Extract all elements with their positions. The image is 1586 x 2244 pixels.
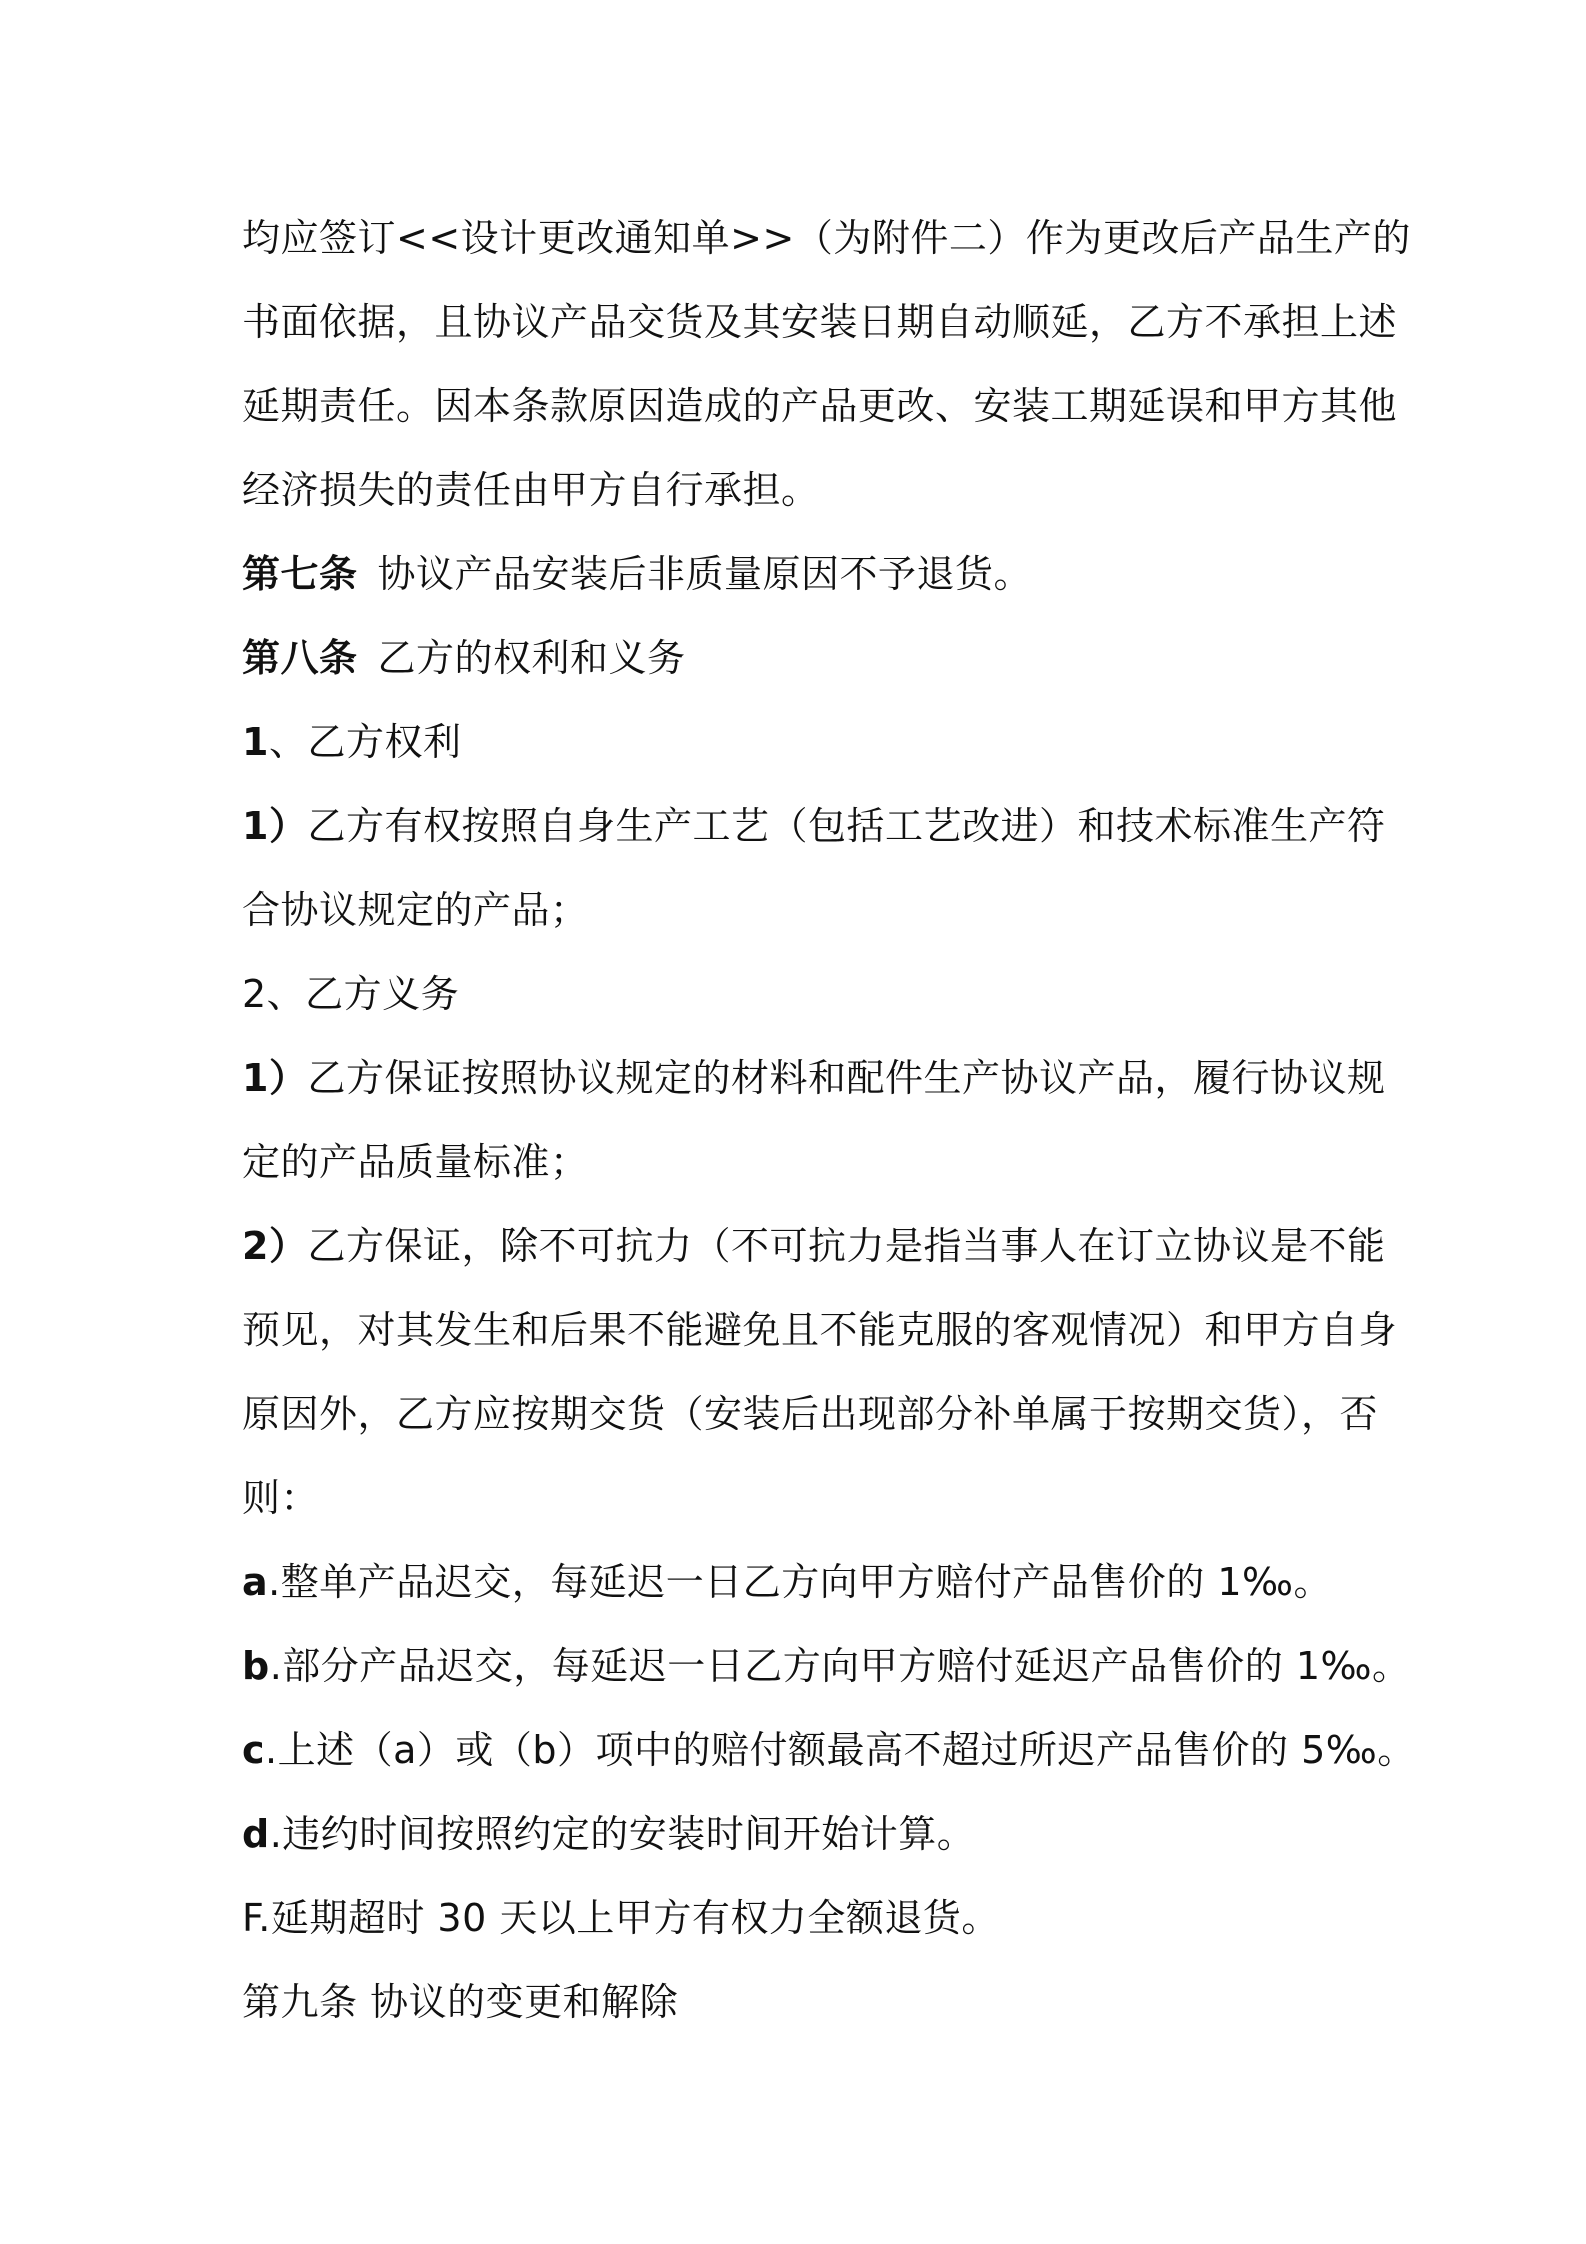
article-number: 第七条 (242, 552, 358, 596)
list-item-text: 乙方保证，除不可抗力（不可抗力是指当事人在订立协议是不能 (307, 1224, 1386, 1268)
paragraph-line (242, 1120, 1362, 1204)
list-marker: 1） (242, 1056, 308, 1100)
paragraph-line (242, 868, 1362, 952)
list-marker: 2） (242, 1224, 308, 1268)
list-item-text: 乙方有权按照自身生产工艺（包括工艺改进）和技术标准生产符 (307, 804, 1386, 848)
line-text: 书面依据，且协议产品交货及其安装日期自动顺延，乙方不承担上述 (242, 300, 1398, 344)
line-text: 原因外，乙方应按期交货（安装后出现部分补单属于按期交货），否 (242, 1392, 1379, 1436)
article-title: 乙方的权利和义务 (377, 636, 686, 680)
paragraph-line (242, 280, 1398, 364)
list-marker: b (242, 1644, 270, 1688)
list-item-text: .部分产品迟交，每延迟一日乙方向甲方赔付延迟产品售价的 1‰。 (269, 1644, 1411, 1688)
article-number: 第八条 (242, 636, 358, 680)
list-marker: a (242, 1560, 269, 1604)
paragraph-line (242, 448, 1362, 532)
article-title: 协议产品安装后非质量原因不予退货。 (377, 552, 1033, 596)
line-text: 则： (242, 1476, 320, 1520)
list-item (242, 1876, 1362, 1960)
line-text: 合协议规定的产品； (242, 888, 589, 932)
paragraph-line (242, 196, 1411, 280)
line-text: 定的产品质量标准； (242, 1140, 589, 1184)
list-item (242, 1204, 1386, 1288)
article-8-heading (242, 616, 1362, 700)
paragraph-line (242, 1372, 1379, 1456)
list-item (242, 784, 1386, 868)
article-title: 第九条 协议的变更和解除 (242, 1980, 679, 2024)
list-item (242, 1540, 1362, 1624)
list-marker: c (242, 1728, 266, 1772)
list-item-text: .违约时间按照约定的安装时间开始计算。 (269, 1812, 976, 1856)
paragraph-line (242, 1288, 1398, 1372)
paragraph-line (242, 364, 1398, 448)
line-text: 经济损失的责任由甲方自行承担。 (242, 468, 820, 512)
list-item (242, 1036, 1386, 1120)
list-item (242, 1792, 1362, 1876)
section-heading (242, 952, 1362, 1036)
line-text: 延期责任。因本条款原因造成的产品更改、安装工期延误和甲方其他 (242, 384, 1398, 428)
list-item-text: F.延期超时 30 天以上甲方有权力全额退货。 (242, 1896, 1000, 1940)
list-item (242, 1708, 1416, 1792)
list-item-text: .上述（a）或（b）项中的赔付额最高不超过所迟产品售价的 5‰。 (265, 1728, 1416, 1772)
line-text: 预见，对其发生和后果不能避免且不能克服的客观情况）和甲方自身 (242, 1308, 1398, 1352)
line-text: 均应签订<<设计更改通知单>>（为附件二）作为更改后产品生产的 (242, 216, 1411, 260)
list-item (242, 1624, 1411, 1708)
article-9-heading (242, 1960, 1362, 2044)
paragraph-line (242, 1456, 1362, 1540)
section-title: 、乙方权利 (268, 720, 462, 764)
article-7-heading (242, 532, 1362, 616)
list-marker: d (242, 1812, 270, 1856)
list-item-text: .整单产品迟交，每延迟一日乙方向甲方赔付产品售价的 1‰。 (268, 1560, 1332, 1604)
list-marker: 1 (242, 720, 269, 764)
document-body (242, 196, 1416, 2044)
list-marker: 1） (242, 804, 308, 848)
section-heading (242, 700, 1362, 784)
list-item-text: 乙方保证按照协议规定的材料和配件生产协议产品，履行协议规 (307, 1056, 1386, 1100)
section-title: 2、乙方义务 (242, 972, 460, 1016)
